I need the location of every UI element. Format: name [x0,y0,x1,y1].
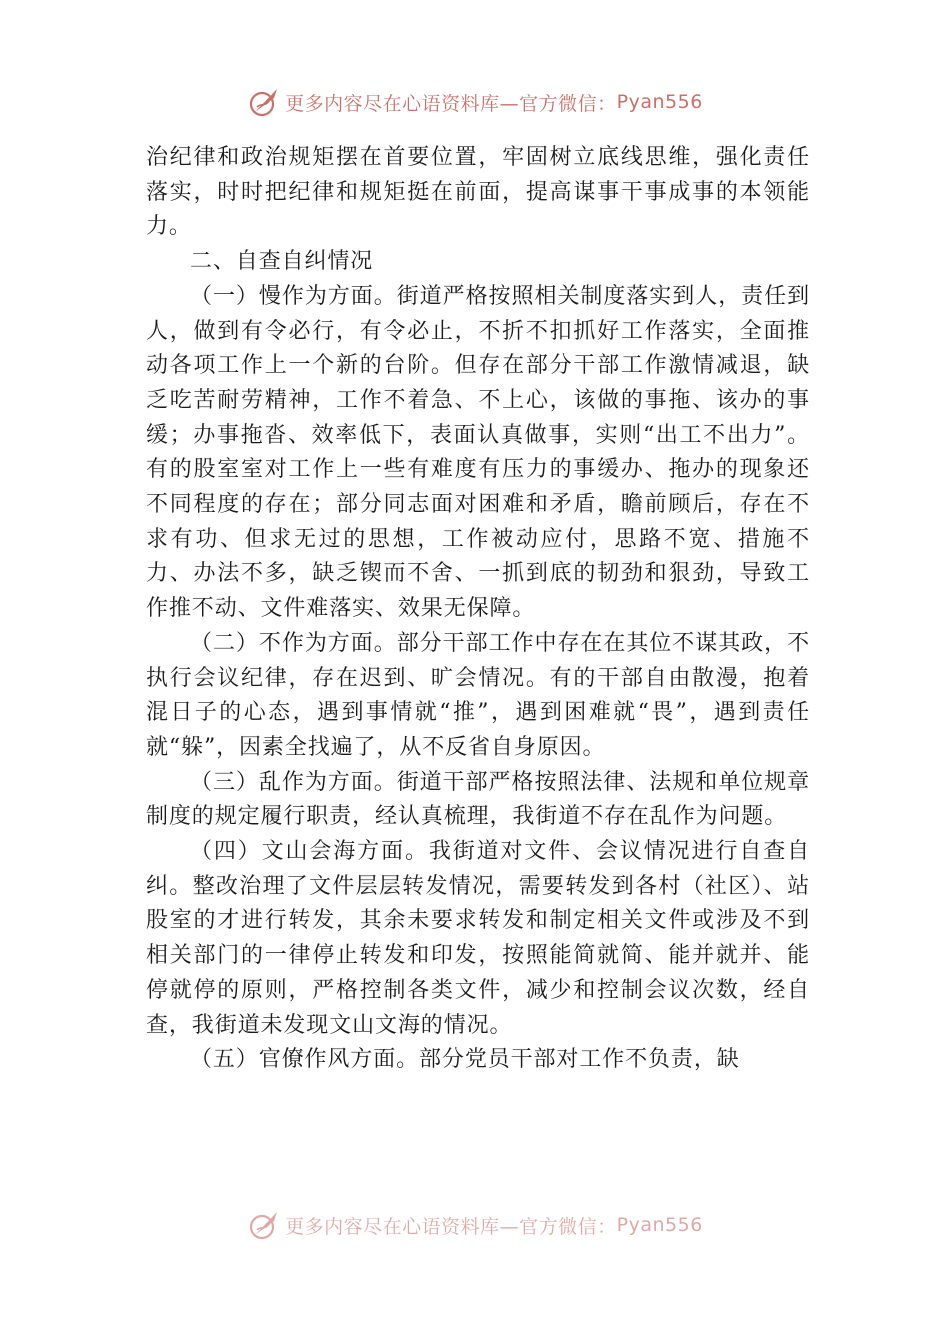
paragraph-text: 街道干部严格按照法律、法规和单位规章制度的规定履行职责，经认真梳理，我街道不存在乱作为问题。 [146,769,810,830]
paragraph-lead: （五）官僚作风方面。 [190,1047,420,1073]
paragraph-misconduct [146,766,810,835]
paragraph-text: 我街道对文件、会议情况进行自查自纠。整改治理了文件层层转发情况，需要转发到各村（社区）、站股室的才进行转发，其余未要求转发和制定相关文件或涉及不到相关部门的一律停止转发和印发，按照能简就简、能并就并、能停就停的原则，严格控制各类文件，减少和控制会议次数，经自查，我街道未发现文山文海的情况。 [146,839,810,1038]
paragraph-lead: （四）文山会海方面。 [190,839,429,865]
paragraph-continuation [146,141,810,245]
paragraph-lead: （二）不作为方面。 [190,630,397,656]
paragraph-text: 部分党员干部对工作不负责，缺 [419,1047,740,1073]
paragraph-text: 部分干部工作中存在在其位不谋其政，不执行会议纪律，存在迟到、旷会情况。有的干部自由散漫，抱着混日子的心态，遇到事情就“推”，遇到困难就“畏”，遇到责任就“躲”，因素全找遍了，从不反省自身原因。 [146,630,810,760]
paragraph-bureaucracy [146,1043,810,1078]
watermark-text: 更多内容尽在心语资料库—官方微信： [285,1215,617,1238]
paragraph-text: 治纪律和政治规矩摆在首要位置，牢固树立底线思维，强化责任落实，时时把纪律和规矩挺在前面，提高谋事干事成事的本领能力。 [146,145,810,240]
quill-pen-logo-icon [247,1208,281,1242]
section-heading-text: 二、自查自纠情况 [190,249,374,275]
paragraph-text: 街道严格按照相关制度落实到人，责任到人，做到有令必行，有令必止，不折不扣抓好工作落实，全面推动各项工作上一个新的台阶。但存在部分干部工作激情减退，缺乏吃苦耐劳精神，工作不着急、不上心，该做的事拖、该办的事缓；办事拖沓、效率低下，表面认真做事，实则“出工不出力”。有的股室室对工作上一些有难度有压力的事缓办、拖办的现象还不同程度的存在；部分同志面对困难和矛盾，瞻前顾后，存在不求有功、但求无过的思想，工作被动应付，思路不宽、措施不力、办法不多，缺乏锲而不舍、一抓到底的韧劲和狠劲，导致工作推不动、文件难落实、效果无保障。 [146,283,810,622]
paragraph-lead: （三）乱作为方面。 [190,769,397,795]
quill-pen-logo-icon [247,85,281,119]
document-body [146,141,810,1078]
paragraph-inaction [146,627,810,766]
paragraph-slow-action [146,280,810,627]
paragraph-documents-meetings [146,835,810,1043]
footer-watermark [0,1205,950,1245]
section-heading [146,245,810,280]
watermark-code: Pyan556 [616,1214,703,1236]
watermark-text: 更多内容尽在心语资料库—官方微信： [285,92,617,115]
watermark-code: Pyan556 [616,91,703,113]
paragraph-lead: （一）慢作为方面。 [190,283,397,309]
header-watermark [0,82,950,122]
